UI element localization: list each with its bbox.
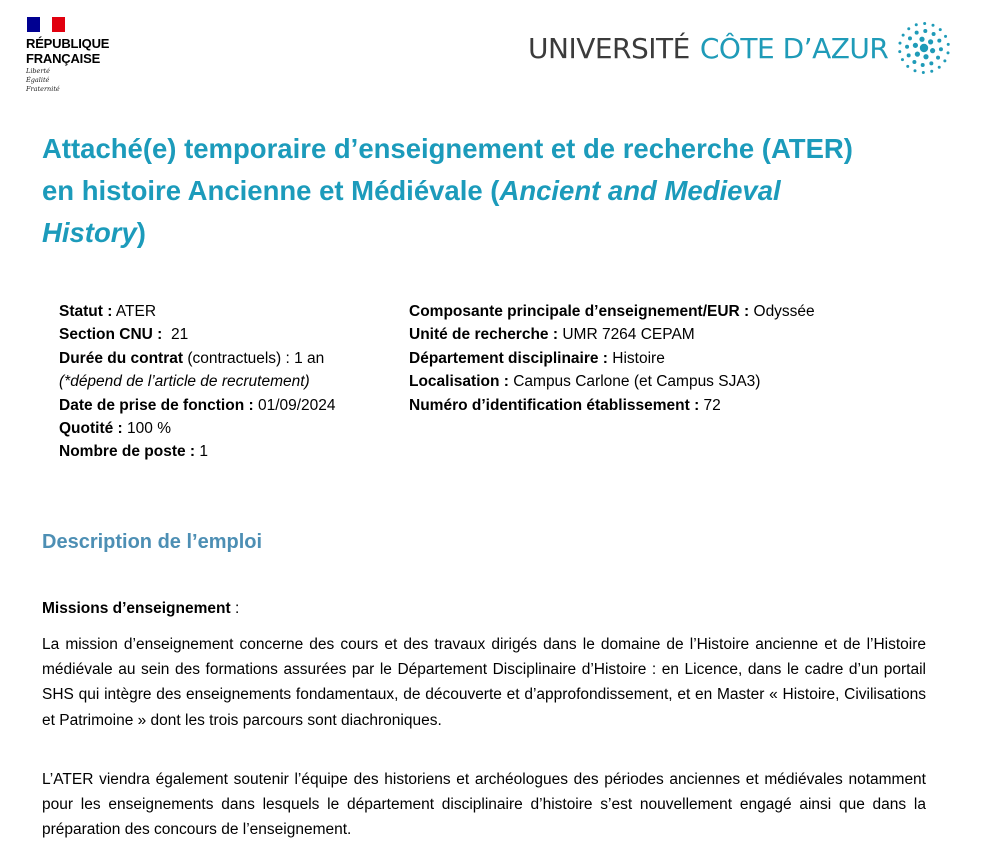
missions-label: Missions d’enseignement: [42, 600, 231, 617]
logo-word-cote-dazur: CÔTE D’AZUR: [699, 31, 889, 65]
info-quotite-label: Quotité :: [59, 420, 123, 438]
info-quotite-value: 100 %: [122, 420, 171, 438]
sun-dot: [915, 31, 919, 35]
rf-line-francaise: FRANÇAISE: [26, 51, 101, 66]
sun-dot: [907, 65, 910, 68]
info-section-value: 21: [162, 326, 189, 344]
sun-dot: [944, 35, 947, 38]
info-unite: [409, 323, 909, 346]
missions-colon: :: [230, 600, 240, 617]
info-statut-label: Statut :: [59, 303, 113, 320]
rf-line-republique: RÉPUBLIQUE: [26, 36, 110, 51]
description-paragraph-1: La mission d’enseignement concerne des cours et des travaux dirigés dans le domaine de l’Histoire ancienne et de l’Histoire médiévale au sein des formations assurées par le Département Disciplinaire d’Histoire : en Licence, dans le cadre d’un portail SHS qui intègre des enseignements fondamentaux, de découverte et d’approfondissement, et en Master « Histoire, Civilisations et Patrimoine » dont les trois parcours sont diachroniques.: [42, 636, 926, 729]
info-nombre-poste: [59, 440, 389, 463]
info-nombre-label: Nombre de poste :: [59, 443, 196, 461]
sun-dot: [930, 61, 934, 65]
sun-dot: [944, 59, 947, 62]
info-numero: [409, 394, 909, 417]
info-section-label: Section CNU :: [59, 326, 163, 344]
info-departement-value: Histoire: [607, 349, 665, 367]
info-statut: [59, 300, 389, 323]
sun-dot: [907, 53, 911, 57]
sun-dot: [899, 50, 902, 53]
motto-fraternite: Fraternité: [26, 85, 60, 93]
sun-dot: [939, 28, 942, 31]
sun-dot: [924, 22, 927, 25]
rf-motto: [26, 67, 136, 94]
title-main: Attaché(e) temporaire d’enseignement et de recherche (ATER) en histoire Ancienne et Médiévale (: [42, 133, 853, 206]
sun-dot: [921, 63, 925, 67]
info-duree: [59, 347, 389, 370]
info-composante-value: Odyssée: [749, 303, 815, 320]
missions-heading: [42, 600, 239, 618]
sun-dot: [899, 42, 902, 45]
sun-dot: [936, 56, 940, 60]
description-paragraph-2: L’ATER viendra également soutenir l’équipe des historiens et archéologues des périodes anciennes et médiévales notamment pour les enseignements dans lesquels le département disciplinaire d’histoire s’est nouvellement engagé ainsi que dans la préparation des concours de l’enseignement.: [42, 771, 926, 839]
sun-dot: [939, 47, 943, 51]
sun-dot: [932, 24, 935, 27]
info-departement-label: Département disciplinaire :: [409, 349, 608, 367]
info-duree-value: (contractuels) : 1 an: [183, 349, 325, 367]
motto-liberte: Liberté: [26, 67, 50, 75]
job-info-right: [409, 300, 909, 417]
info-numero-value: 72: [699, 396, 721, 414]
republique-francaise-logo: [26, 17, 136, 94]
info-nombre-value: 1: [195, 443, 209, 461]
sun-dot: [901, 58, 904, 61]
sun-dot: [920, 44, 928, 52]
flag-blue-band: [27, 17, 40, 32]
flag-red-band: [52, 17, 65, 32]
info-duree-label: Durée du contrat: [59, 349, 184, 367]
info-localisation-value: Campus Carlone (et Campus SJA3): [508, 373, 761, 391]
sun-dot: [905, 45, 909, 49]
universite-cote-dazur-logo: [528, 20, 952, 76]
sun-dot: [908, 27, 911, 30]
info-quotite: [59, 417, 389, 440]
section-heading-description: Description de l’emploi: [42, 531, 263, 553]
info-localisation: [409, 370, 909, 393]
info-statut-value: ATER: [112, 303, 157, 320]
sun-dot: [915, 52, 920, 57]
sun-dot: [922, 71, 925, 74]
french-flag-icon: [27, 17, 65, 32]
sun-dot: [924, 29, 928, 33]
title-italic: Ancient and Medieval History: [42, 175, 781, 248]
info-unite-label: Unité de recherche :: [409, 326, 559, 344]
sun-dot: [924, 54, 929, 59]
sun-dot: [913, 43, 918, 48]
sun-dot: [913, 60, 917, 64]
logo-word-universite: UNIVERSITÉ: [528, 31, 690, 65]
sun-dot: [938, 66, 941, 69]
flag-white-band: [40, 17, 53, 32]
sun-dot: [947, 51, 950, 54]
sun-dot: [931, 70, 934, 73]
info-departement: [409, 347, 909, 370]
job-info-left: [59, 300, 389, 464]
sun-dot: [947, 43, 950, 46]
info-numero-label: Numéro d’identification établissement :: [409, 396, 700, 414]
info-date-label: Date de prise de fonction :: [59, 396, 254, 414]
info-duree-note: (*dépend de l’article de recrutement): [59, 373, 310, 391]
sun-dot: [908, 36, 912, 40]
sun-dot: [938, 39, 942, 43]
sun-dot: [914, 69, 917, 72]
motto-egalite: Égalité: [26, 76, 50, 84]
dotted-sun-icon: [896, 20, 952, 76]
info-section-cnu: [59, 323, 389, 346]
sun-dot: [915, 23, 918, 26]
info-date-prise: [59, 394, 389, 417]
sun-dot: [902, 34, 905, 37]
info-composante-label: Composante principale d’enseignement/EUR :: [409, 303, 750, 320]
sun-dot: [930, 48, 935, 53]
sun-dot: [928, 39, 933, 44]
info-unite-value: UMR 7264 CEPAM: [558, 326, 695, 344]
info-composante: [409, 300, 909, 323]
title-closing: ): [136, 217, 146, 248]
sun-dot: [920, 37, 925, 42]
info-localisation-label: Localisation :: [409, 373, 509, 391]
info-date-value: 01/09/2024: [253, 396, 336, 414]
page-title: [42, 128, 872, 254]
sun-dot: [932, 32, 936, 36]
